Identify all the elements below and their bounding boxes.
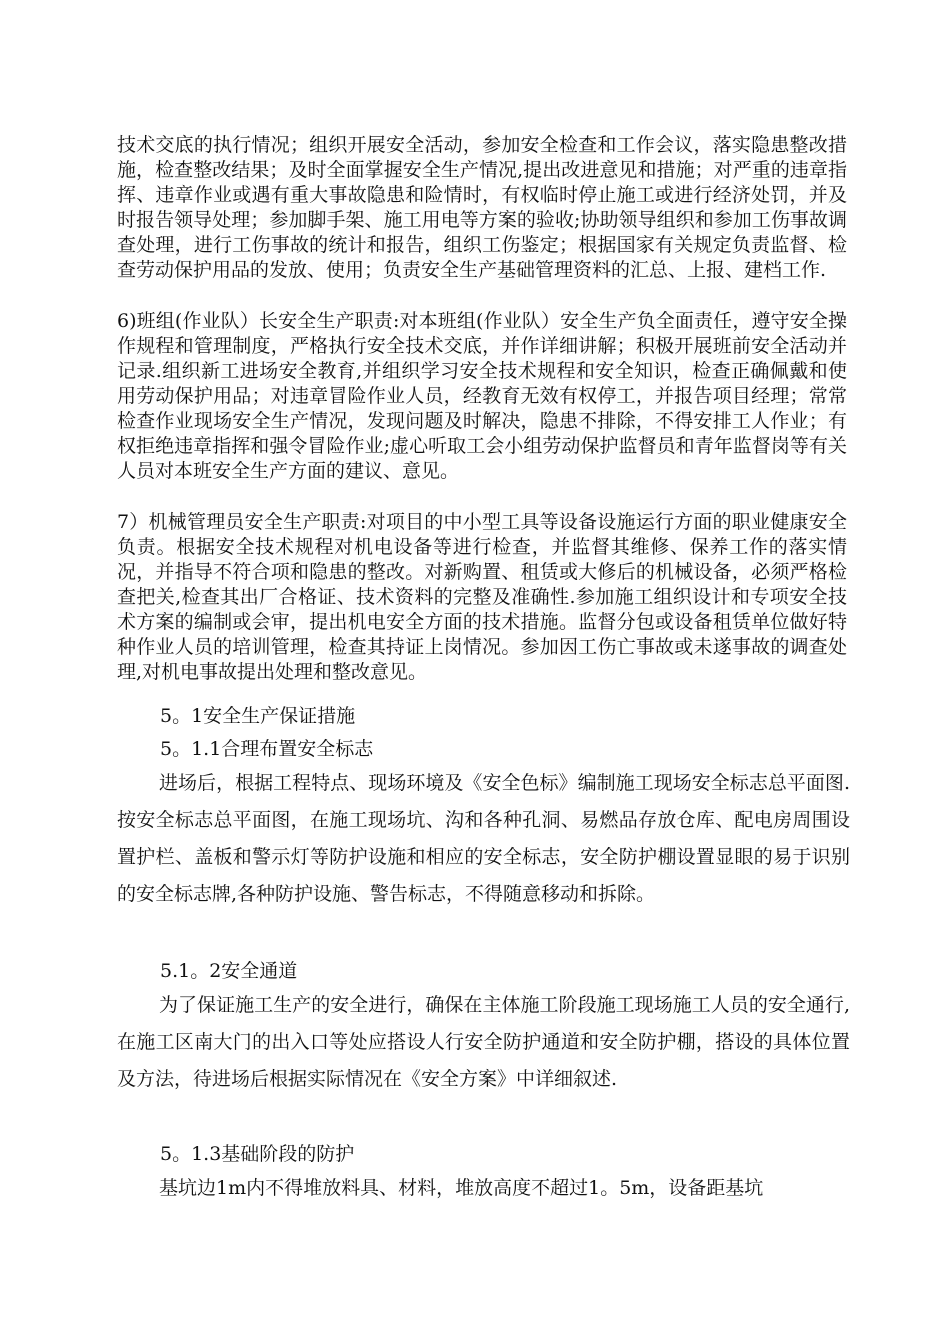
- paragraph-machinery-manager-duties: 7）机械管理员安全生产职责:对项目的中小型工具等设备设施运行方面的职业健康安全负责。根据安全技术规程对机电设备等进行检查，并监督其维修、保养工作的落实情况，并指导不符合项和隐患的整改。对新购置、租赁或大修后的机械设备，必须严格检查把关,检查其出厂合格证、技术资料的完整及准确性.参加施工组织设计和专项安全技术方案的编制或会审，提出机电安全方面的技术措施。监督分包或设备租赁单位做好特种作业人员的培训管理，检查其持证上岗情况。参加因工伤亡事故或未遂事故的调查处理,对机电事故提出处理和整改意见。: [117, 511, 847, 683]
- paragraph-team-leader-duties: 6)班组(作业队）长安全生产职责:对本班组(作业队）安全生产负全面责任，遵守安全操作规程和管理制度，严格执行安全技术交底，并作详细讲解；积极开展班前安全活动并记录.组织新工进场安全教育,并组织学习安全技术规程和安全知识，检查正确佩戴和使用劳动保护用品；对违章冒险作业人员，经教育无效有权停工，并报告项目经理；常常检查作业现场安全生产情况，发现问题及时解决，隐患不排除，不得安排工人作业；有权拒绝违章指挥和强令冒险作业;虚心听取工会小组劳动保护监督员和青年监督岗等有关人员对本班安全生产方面的建议、意见。: [117, 310, 847, 482]
- section-heading-5-1-2: 5.1。2安全通道: [160, 960, 298, 982]
- section-heading-5-1-3: 5。1.3基础阶段的防护: [160, 1143, 355, 1165]
- section-heading-5-1: 5。1安全生产保证措施: [160, 705, 356, 727]
- paragraph-safety-signs: 进场后，根据工程特点、现场环境及《安全色标》编制施工现场安全标志总平面图.按安全标志总平面图，在施工现场坑、沟和各种孔洞、易燃品存放仓库、配电房周围设置护栏、盖板和警示灯等防护设施和相应的安全标志，安全防护棚设置显眼的易于识别的安全标志牌,各种防护设施、警告标志，不得随意移动和拆除。: [117, 772, 850, 905]
- paragraph-foundation-protection: 基坑边1m内不得堆放料具、材料，堆放高度不超过1。5m，设备距基坑: [159, 1177, 764, 1199]
- paragraph-safety-passage: 为了保证施工生产的安全进行，确保在主体施工阶段施工现场施工人员的安全通行,在施工区南大门的出入口等处应搭设人行安全防护通道和安全防护棚，搭设的具体位置及方法，待进场后根据实际情况在《安全方案》中详细叙述.: [117, 994, 850, 1090]
- section-heading-5-1-1: 5。1.1合理布置安全标志: [160, 738, 374, 760]
- paragraph-safety-officer-duties-continued: 技术交底的执行情况；组织开展安全活动，参加安全检查和工作会议，落实隐患整改措施，检查整改结果；及时全面掌握安全生产情况,提出改进意见和措施；对严重的违章指挥、违章作业或遇有重大事故隐患和险情时，有权临时停止施工或进行经济处罚，并及时报告领导处理；参加脚手架、施工用电等方案的验收;协助领导组织和参加工伤事故调查处理，进行工伤事故的统计和报告，组织工伤鉴定；根据国家有关规定负责监督、检查劳动保护用品的发放、使用；负责安全生产基础管理资料的汇总、上报、建档工作.: [117, 134, 847, 281]
